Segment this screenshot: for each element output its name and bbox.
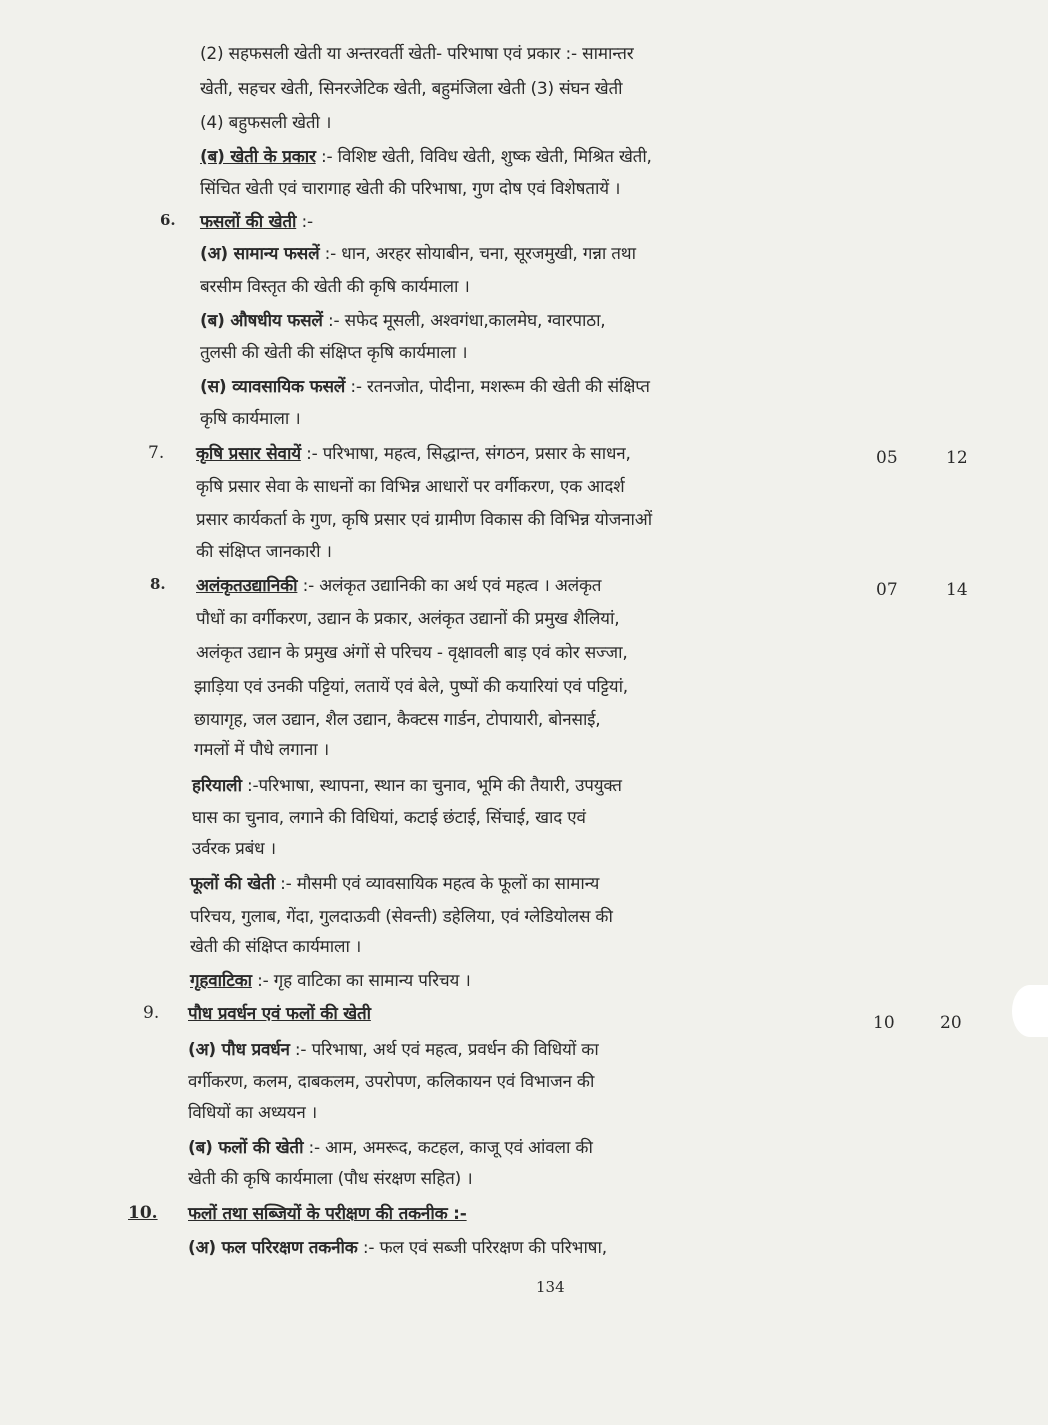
text-line <box>188 1039 599 1061</box>
page-number: 134 <box>536 1278 565 1296</box>
text-line <box>196 575 601 597</box>
section-number: 9. <box>143 1003 160 1023</box>
text-line <box>190 936 361 958</box>
text-line <box>200 178 620 200</box>
text-line <box>190 970 471 992</box>
subsection-heading: (अ) फल परिरक्षण तकनीक <box>188 1238 358 1258</box>
text-line <box>196 642 628 664</box>
body-text: गमलों में पौधे लगाना । <box>194 740 329 760</box>
body-text: छायागृह, जल उद्यान, शैल उद्यान, कैक्टस गार्डन, टोपायारी, बोनसाई, <box>194 710 601 730</box>
body-text: कृषि प्रसार सेवा के साधनों का विभिन्न आधारों पर वर्गीकरण, एक आदर्श <box>196 477 625 497</box>
marks-value: 12 <box>946 448 968 468</box>
body-text: :- अलंकृत उद्यानिकी का अर्थ एवं महत्व । अलंकृत <box>297 576 602 596</box>
body-text: खेती की कृषि कार्यमाला (पौध संरक्षण सहित) । <box>188 1169 473 1189</box>
text-line <box>200 78 622 100</box>
body-text: :- परिभाषा, अर्थ एवं महत्व, प्रवर्धन की विधियों का <box>289 1040 599 1060</box>
text-line <box>188 1237 607 1259</box>
body-text: खेती की संक्षिप्त कार्यमाला । <box>190 937 362 957</box>
text-line <box>194 709 601 731</box>
paper-tear <box>1012 985 1048 1037</box>
body-text: (2) सहफसली खेती या अन्तरवर्ती खेती- परिभाषा एवं प्रकार :- सामान्तर <box>200 44 634 64</box>
text-line <box>194 676 628 698</box>
text-line <box>188 1168 473 1190</box>
text-line <box>200 243 636 265</box>
body-text: परिचय, गुलाब, गेंदा, गुलदाऊवी (सेवन्ती) डहेलिया, एवं ग्लेडियोलस की <box>190 907 613 927</box>
text-line <box>188 1071 594 1093</box>
body-text: बरसीम विस्तृत की खेती की कृषि कार्यमाला । <box>200 277 470 297</box>
section-heading: पौध प्रवर्धन एवं फलों की खेती <box>188 1004 371 1024</box>
body-text: तुलसी की खेती की संक्षिप्त कृषि कार्यमाला । <box>200 343 468 363</box>
text-line <box>200 376 650 398</box>
body-text: :- विशिष्ट खेती, विविध खेती, शुष्क खेती, मिश्रित खेती, <box>315 147 652 167</box>
text-line <box>188 1003 371 1025</box>
body-text: :- गृह वाटिका का सामान्य परिचय । <box>251 971 471 991</box>
body-text: कृषि कार्यमाला । <box>200 409 301 429</box>
section-number: 10. <box>128 1203 158 1223</box>
text-line <box>200 310 605 332</box>
subsection-heading: फूलों की खेती <box>190 874 275 894</box>
body-text: प्रसार कार्यकर्ता के गुण, कृषि प्रसार एवं ग्रामीण विकास की विभिन्न योजनाओं <box>196 510 652 530</box>
text-line <box>192 807 586 829</box>
marks-value: 10 <box>873 1013 895 1033</box>
section-number: 7. <box>148 443 165 463</box>
text-line <box>194 739 329 761</box>
body-text: :- फल एवं सब्जी परिरक्षण की परिभाषा, <box>357 1238 607 1258</box>
body-text: की संक्षिप्त जानकारी । <box>196 542 332 562</box>
body-text: खेती, सहचर खेती, सिनरजेटिक खेती, बहुमंजिला खेती (3) संघन खेती <box>200 79 623 99</box>
body-text: (4) बहुफसली खेती । <box>200 113 332 133</box>
section-heading: फलों तथा सब्जियों के परीक्षण की तकनीक :- <box>188 1204 467 1224</box>
marks-value: 07 <box>876 580 898 600</box>
text-line <box>196 541 332 563</box>
marks-value: 14 <box>946 580 968 600</box>
subsection-heading: (अ) सामान्य फसलें <box>200 244 320 264</box>
text-line <box>200 342 467 364</box>
subsection-heading: हरियाली <box>192 776 242 796</box>
body-text: सिंचित खेती एवं चारागाह खेती की परिभाषा, गुण दोष एवं विशेषतायें । <box>200 179 621 199</box>
section-number: 8. <box>150 575 166 593</box>
body-text: :- <box>296 212 313 232</box>
body-text: घास का चुनाव, लगाने की विधियां, कटाई छंटाई, सिंचाई, खाद एवं <box>192 808 586 828</box>
body-text: विधियों का अध्ययन । <box>188 1103 318 1123</box>
marks-value: 20 <box>940 1013 962 1033</box>
text-line <box>192 838 276 860</box>
text-line <box>196 443 631 465</box>
body-text: :- रतनजोत, पोदीना, मशरूम की खेती की संक्षिप्त <box>345 377 650 397</box>
text-line <box>190 873 599 895</box>
text-line <box>188 1102 317 1124</box>
body-text: :-परिभाषा, स्थापना, स्थान का चुनाव, भूमि की तैयारी, उपयुक्त <box>241 776 622 796</box>
body-text: :- आम, अमरूद, कटहल, काजू एवं आंवला की <box>303 1138 593 1158</box>
text-line <box>200 408 301 430</box>
text-line <box>200 211 313 233</box>
body-text: :- परिभाषा, महत्व, सिद्धान्त, संगठन, प्रसार के साधन, <box>300 444 631 464</box>
subsection-heading: (ब) फलों की खेती <box>188 1138 304 1158</box>
text-line <box>200 276 470 298</box>
body-text: :- धान, अरहर सोयाबीन, चना, सूरजमुखी, गन्ना तथा <box>319 244 636 264</box>
section-heading: अलंकृतउद्यानिकी <box>196 576 298 596</box>
body-text: पौधों का वर्गीकरण, उद्यान के प्रकार, अलंकृत उद्यानों की प्रमुख शैलियां, <box>196 609 620 629</box>
section-number: 6. <box>160 211 176 229</box>
marks-value: 05 <box>876 448 898 468</box>
section-heading: गृहवाटिका <box>190 971 252 991</box>
section-heading: फसलों की खेती <box>200 212 297 232</box>
body-text: अलंकृत उद्यान के प्रमुख अंगों से परिचय - वृक्षावली बाड़ एवं कोर सज्जा, <box>196 643 628 663</box>
text-line <box>196 608 619 630</box>
text-line <box>200 146 652 168</box>
text-line <box>196 509 652 531</box>
section-heading: (ब) खेती के प्रकार <box>200 147 316 167</box>
text-line <box>200 43 634 65</box>
body-text: उर्वरक प्रबंध । <box>192 839 276 859</box>
subsection-heading: (अ) पौध प्रवर्धन <box>188 1040 290 1060</box>
text-line <box>196 476 625 498</box>
body-text: :- सफेद मूसली, अश्वगंधा,कालमेघ, ग्वारपाठा, <box>322 311 606 331</box>
body-text: :- मौसमी एवं व्यावसायिक महत्व के फूलों का सामान्य <box>274 874 600 894</box>
text-line <box>200 112 331 134</box>
subsection-heading: (स) व्यावसायिक फसलें <box>200 377 346 397</box>
body-text: वर्गीकरण, कलम, दाबकलम, उपरोपण, कलिकायन एवं विभाजन की <box>188 1072 595 1092</box>
subsection-heading: (ब) औषधीय फसलें <box>200 311 323 331</box>
text-line <box>188 1137 593 1159</box>
body-text: झाड़िया एवं उनकी पट्टियां, लतायें एवं बेले, पुष्पों की कयारियां एवं पट्टियां, <box>194 677 629 697</box>
text-line <box>190 906 613 928</box>
text-line <box>192 775 622 797</box>
section-heading: कृषि प्रसार सेवायें <box>196 444 301 464</box>
text-line <box>188 1203 467 1225</box>
